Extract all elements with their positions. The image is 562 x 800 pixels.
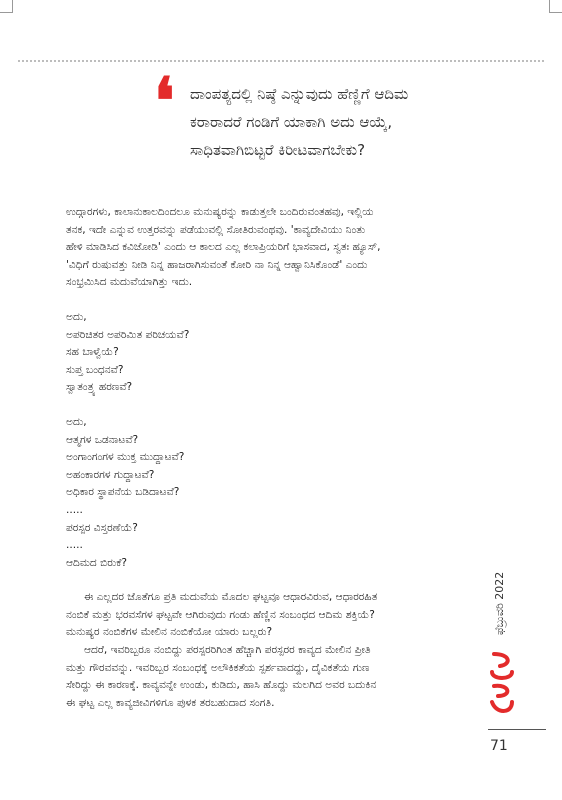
text-line: ಈ ಘಟ್ಟ ಎಲ್ಲ ಕಾವ್ಯಜೀವಿಗಳಿಗೂ ಪುಳಕ ತರಬಹುದಾದ ಸಂಗತಿ. <box>66 696 275 709</box>
text-line: ಸಂಭ್ರಮಿಸಿದ ಮದುವೆಯಾಗಿತ್ತು ಇದು. <box>66 276 193 289</box>
footer-rule <box>488 729 546 730</box>
text-line: ನಂಬಿಕೆ ಮತ್ತು ಭರವಸೆಗಳ ಘಟ್ಟವೇ ಆಗಿರುವುದು ಗಂಡು ಹೆಣ್ಣಿನ ಸಂಬಂಧದ ಆದಿಮ ಶಕ್ತಿಯೆ? <box>66 608 375 621</box>
quote-mark-icon: ❛ <box>154 64 175 139</box>
verse-line: ಅದು, <box>66 310 87 323</box>
text-line: ಸೇರಿದ್ದು ಈ ಕಾರಣಕ್ಕೆ. ಕಾವ್ಯವನ್ನೇ ಉಂಡು, ಕುಡಿದು, ಹಾಸಿ ಹೊದ್ದು ಮಲಗಿದ ಅವರ ಬದುಕಿನ <box>66 679 377 692</box>
verse-line: ..... <box>66 503 83 516</box>
text-line: ಮತ್ತು ಗೌರವವನ್ನು. ಇವರಿಬ್ಬರ ಸಂಬಂಧಕ್ಕೆ ಅಲೌಕಿಕತೆಯ ಸ್ಪರ್ಶವಾದದ್ದು, ದೈವಿಕತೆಯ ಗುಣ <box>66 661 370 674</box>
verse-line: ಪರಸ್ಪರ ವಿಸ್ತರಣೆಯೆ? <box>66 521 138 534</box>
text-line: ಈ ಎಲ್ಲದರ ಜೊತೆಗೂ ಪ್ರತಿ ಮದುವೆಯ ಮೊದಲ ಘಟ್ಟವೂ ಆಧಾರವಿರುವ, ಆಧಾರರಹಿತ <box>84 591 378 604</box>
text-line: ಹೇಳಿ ಮಾಡಿಸಿದ ಕವಿಜೋಡಿ' ಎಂದು ಆ ಕಾಲದ ಎಲ್ಲ ಕಲಾಪ್ರಿಯರಿಗೆ ಭಾಸವಾದ, ಸ್ವತಃ ಹ್ಯೂಸ್, <box>66 241 381 254</box>
mayura-logo-icon <box>488 650 518 718</box>
verse-line: ಅಪರಿಚಿತರ ಅಪರಿಮಿತ ಪರಿಚಯವೆ? <box>66 328 190 341</box>
verse-line: ಅಧಿಕಾರ ಸ್ಥಾಪನೆಯ ಬಡಿದಾಟವೆ? <box>66 486 180 499</box>
verse-line: ಅಹಂಕಾರಗಳ ಗುದ್ದಾಟವೆ? <box>66 468 155 481</box>
text-line: 'ವಿಧಿಗೆ ರುಷುವತ್ತು ನೀಡಿ ನಿನ್ನ ಹಾಜರಾಗಿಸುವಂತೆ ಕೋರಿ ನಾ ನಿನ್ನ ಆಹ್ವಾನಿಸಿಕೊಂಡೆ' ಎಂದು <box>66 258 368 271</box>
pull-quote-line: ಕರಾರಾದರೆ ಗಂಡಿಗೆ ಯಾಕಾಗಿ ಅದು ಆಯ್ಕೆ, <box>190 113 393 131</box>
pull-quote <box>190 80 540 164</box>
issue-date: ಫೆಬ್ರುವರಿ 2022 <box>493 571 506 635</box>
paragraph-2 <box>66 642 498 712</box>
verse-line: ಅಂಗಾಂಗಂಗಳ ಮುಕ್ತ ಮುದ್ದಾಟವೆ? <box>66 451 185 464</box>
crop-mark-top-right <box>549 0 562 13</box>
verse-line: ಆದಿಮದ ಬಿರುಕೆ? <box>66 556 128 569</box>
verse-line: ಸುಪ್ತ ಬಂಧನವೆ? <box>66 363 124 376</box>
intro-paragraph <box>66 204 498 292</box>
dotted-divider <box>18 60 544 62</box>
pull-quote-line: ದಾಂಪತ್ಯದಲ್ಲಿ ನಿಷ್ಠೆ ಎನ್ನುವುದು ಹೆಣ್ಣಿಗೆ ಆದಿಮ <box>190 85 409 103</box>
pull-quote-line: ಸಾಧಿತವಾಗಿಬಿಟ್ಟರೆ ಕಿರೀಟವಾಗಬೇಕು? <box>190 141 366 159</box>
text-line: ಆದರೆ, ಇವರಿಬ್ಬರೂ ನಂಬಿದ್ದು ಪರಸ್ಪರರಿಗಿಂತ ಹೆಚ್ಚಾಗಿ ಪರಸ್ಪರರ ಕಾವ್ಯದ ಮೇಲಿನ ಪ್ರೀತಿ <box>84 644 371 657</box>
verse-stanza-1 <box>66 309 498 397</box>
verse-line: ಆತ್ಮಗಳ ಒಡನಾಟವೆ? <box>66 433 139 446</box>
verse-stanza-2 <box>66 414 498 572</box>
verse-line: ಅದು, <box>66 415 87 428</box>
text-line: ತನಕ, ಇದೇ ಎನ್ನುವ ಉತ್ತರವನ್ನು ಪಡೆಯುವಲ್ಲಿ ಸೋತಿರುವಂಥವು. 'ಕಾವ್ಯದೇವಿಯು ನಿಂತು <box>66 223 366 236</box>
verse-line: ..... <box>66 539 83 552</box>
article-body <box>66 204 498 712</box>
text-line: ಮನುಷ್ಯರ ನಂಬಿಕೆಗಳ ಮೇಲಿನ ನಂಬಿಕೆಯೋ ಯಾರು ಬಲ್ಲರು? <box>66 626 273 639</box>
verse-line: ಸ್ವಾತಂತ್ರ್ಯ ಹರಣವೆ? <box>66 381 133 394</box>
crop-mark-top-left <box>0 0 13 13</box>
page-number: 71 <box>490 738 508 754</box>
text-line: ಉದ್ಗಾರಗಳು, ಕಾಲಾನುಕಾಲದಿಂದಲೂ ಮನುಷ್ಯರನ್ನು ಕಾಡುತ್ತಲೇ ಬಂದಿರುವಂತಹವು, ಇಲ್ಲಿಯ <box>66 206 374 218</box>
magazine-logo <box>488 650 518 718</box>
verse-line: ಸಹ ಬಾಳ್ವೆಯೆ? <box>66 346 119 359</box>
paragraph-1 <box>66 589 498 642</box>
